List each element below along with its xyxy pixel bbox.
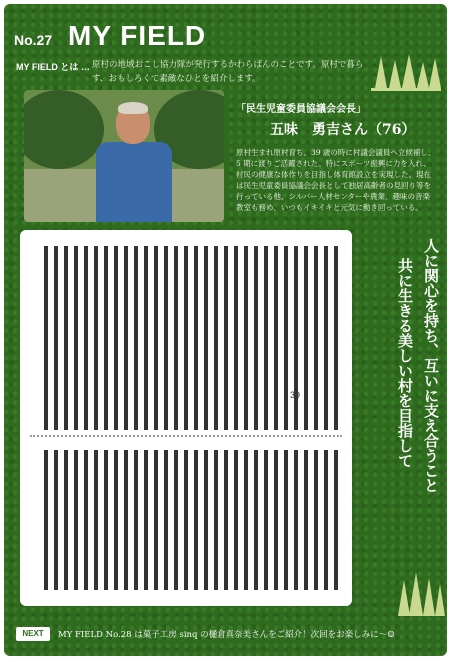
profile-photo bbox=[24, 90, 224, 222]
headline-line-2: 共に生きる美しい村を目指して bbox=[396, 258, 414, 468]
brand-title: MY FIELD bbox=[68, 20, 207, 51]
forest-illustration-icon bbox=[371, 52, 441, 92]
next-badge: NEXT bbox=[16, 627, 50, 641]
article-page-marker: 39 bbox=[290, 390, 301, 400]
headline-line-1: 人に関心を持ち、互いに支え合うこと bbox=[422, 238, 440, 493]
profile-caption bbox=[236, 100, 436, 213]
photo-background-tree bbox=[24, 90, 104, 169]
small-forest-icon bbox=[396, 566, 446, 622]
article-divider bbox=[30, 435, 342, 438]
profile-bio: 原村生まれ原村育ち。39 歳の時に村議会議員へ立候補し、5 期に渡りご活躍された。特にスポーツ振興に力を入れ、村民の健康な体作りを目指し体育館設立を実現した。現在は民生児童委員協議会会長として独居高齢者の見回り等を行っている他、シルバー人材センターや農業、趣味の音楽教室も務め、いつもイキイキと元気に動き回っている。 bbox=[236, 148, 436, 212]
person-shirt bbox=[96, 142, 172, 222]
profile-name: 五味 勇吉さん（76） bbox=[270, 122, 416, 138]
intro-label: MY FIELD とは … bbox=[16, 62, 90, 72]
issue-number: No.27 bbox=[14, 32, 53, 48]
article-text-columns bbox=[30, 240, 342, 596]
profile-role: 「民生児童委員協議会会長」 bbox=[236, 104, 366, 115]
intro-text: 原村の地域おこし協力隊が発行するかわらばんのことです。原村で暮らす、おもしろくて素敵なひとを紹介します。 bbox=[92, 60, 364, 84]
article-body bbox=[20, 230, 352, 606]
person-hair bbox=[118, 102, 148, 114]
vertical-headline bbox=[360, 238, 440, 568]
next-issue-bar bbox=[16, 626, 438, 642]
next-issue-text: MY FIELD No.28 は菓子工房 sinq の樋倉真奈美さんをご紹介！次回をお楽しみに〜☺ bbox=[58, 630, 395, 640]
